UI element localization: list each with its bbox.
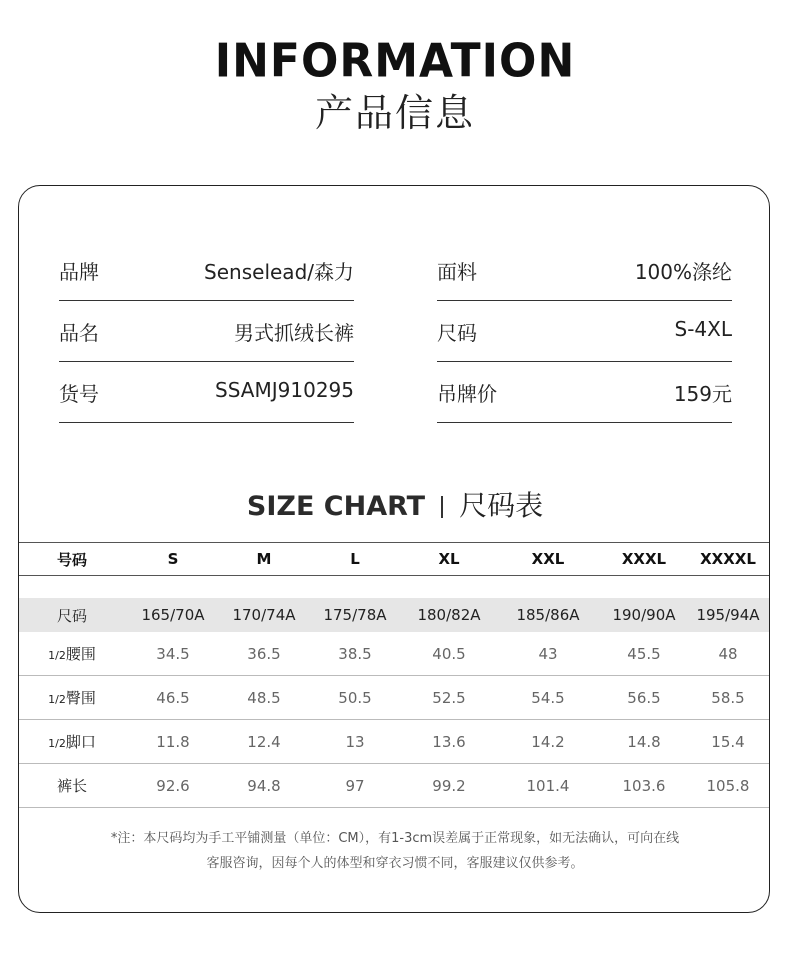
info-row-item-number [59,362,354,423]
table-cell: 105.8 [687,764,769,808]
info-card [18,185,770,913]
table-row-hip [19,676,769,720]
info-value: 男式抓绒长裤 [234,321,354,345]
table-cell: 99.2 [403,764,495,808]
info-row-product-name [59,301,354,362]
table-cell: 43 [495,632,601,676]
info-value: 100%涤纶 [634,260,732,284]
size-chart-heading [19,486,770,526]
info-label: 吊牌价 [437,382,497,406]
row-label: 尺码 [19,598,125,632]
table-cell: 46.5 [125,676,221,720]
header-cell: 号码 [19,543,125,576]
table-cell: 165/70A [125,598,221,632]
info-value: S-4XL [674,317,732,341]
info-column-right [437,240,732,423]
table-cell: 97 [307,764,403,808]
table-cell: 15.4 [687,720,769,764]
measurement-note [19,826,770,876]
table-cell: 175/78A [307,598,403,632]
header-cell: M [221,543,307,576]
table-cell: 45.5 [601,632,687,676]
table-row-waist [19,632,769,676]
info-row-brand [59,240,354,301]
table-cell: 180/82A [403,598,495,632]
table-cell: 94.8 [221,764,307,808]
header-cell: XXXL [601,543,687,576]
table-cell: 48 [687,632,769,676]
table-cell: 14.2 [495,720,601,764]
product-info-grid [59,240,739,430]
table-cell: 103.6 [601,764,687,808]
header-cell: S [125,543,221,576]
table-cell: 195/94A [687,598,769,632]
info-label: 尺码 [437,321,477,345]
header-cell: XL [403,543,495,576]
size-chart-title-en: SIZE CHART [246,491,426,522]
page-title-cn: 产品信息 [314,91,475,135]
note-line-2: 客服咨询，因每个人的体型和穿衣习惯不同，客服建议仅供参考。 [206,856,584,871]
row-label: 1/2腰围 [19,632,125,676]
table-cell: 11.8 [125,720,221,764]
table-cell: 58.5 [687,676,769,720]
table-cell: 13.6 [403,720,495,764]
info-column-left [59,240,354,423]
table-cell: 185/86A [495,598,601,632]
table-row-length [19,764,769,808]
header-cell: XXXXL [687,543,769,576]
header-cell: L [307,543,403,576]
info-label: 货号 [59,382,99,406]
table-cell: 34.5 [125,632,221,676]
header-cell: XXL [495,543,601,576]
info-label: 品牌 [59,260,99,284]
heading-divider [441,496,443,518]
row-label: 1/2臀围 [19,676,125,720]
size-chart-table [19,542,769,808]
size-chart-title-cn: 尺码表 [459,489,544,522]
table-cell: 12.4 [221,720,307,764]
reference-size-row [19,598,769,632]
table-cell: 50.5 [307,676,403,720]
info-row-tag-price [437,362,732,423]
table-cell: 170/74A [221,598,307,632]
note-line-1: *注：本尺码均为手工平铺测量（单位：CM），有1-3cm误差属于正常现象，如无法确认，可向在线 [110,831,680,846]
table-cell: 14.8 [601,720,687,764]
row-label: 1/2脚口 [19,720,125,764]
table-cell: 40.5 [403,632,495,676]
info-value: SSAMJ910295 [215,378,354,402]
info-label: 面料 [437,260,477,284]
table-cell: 56.5 [601,676,687,720]
table-cell: 13 [307,720,403,764]
info-label: 品名 [59,321,99,345]
info-row-size-range [437,301,732,362]
info-row-fabric [437,240,732,301]
table-row-leg-opening [19,720,769,764]
table-cell: 48.5 [221,676,307,720]
table-cell: 190/90A [601,598,687,632]
info-value: Senselead/森力 [204,260,354,284]
spacer-row [19,576,769,599]
table-cell: 38.5 [307,632,403,676]
table-cell: 36.5 [221,632,307,676]
table-cell: 52.5 [403,676,495,720]
table-cell: 101.4 [495,764,601,808]
size-chart-header-row [19,543,769,576]
table-cell: 92.6 [125,764,221,808]
table-cell: 54.5 [495,676,601,720]
page-title-en: INFORMATION [214,34,576,89]
info-value: 159元 [673,382,732,406]
row-label: 裤长 [19,764,125,808]
